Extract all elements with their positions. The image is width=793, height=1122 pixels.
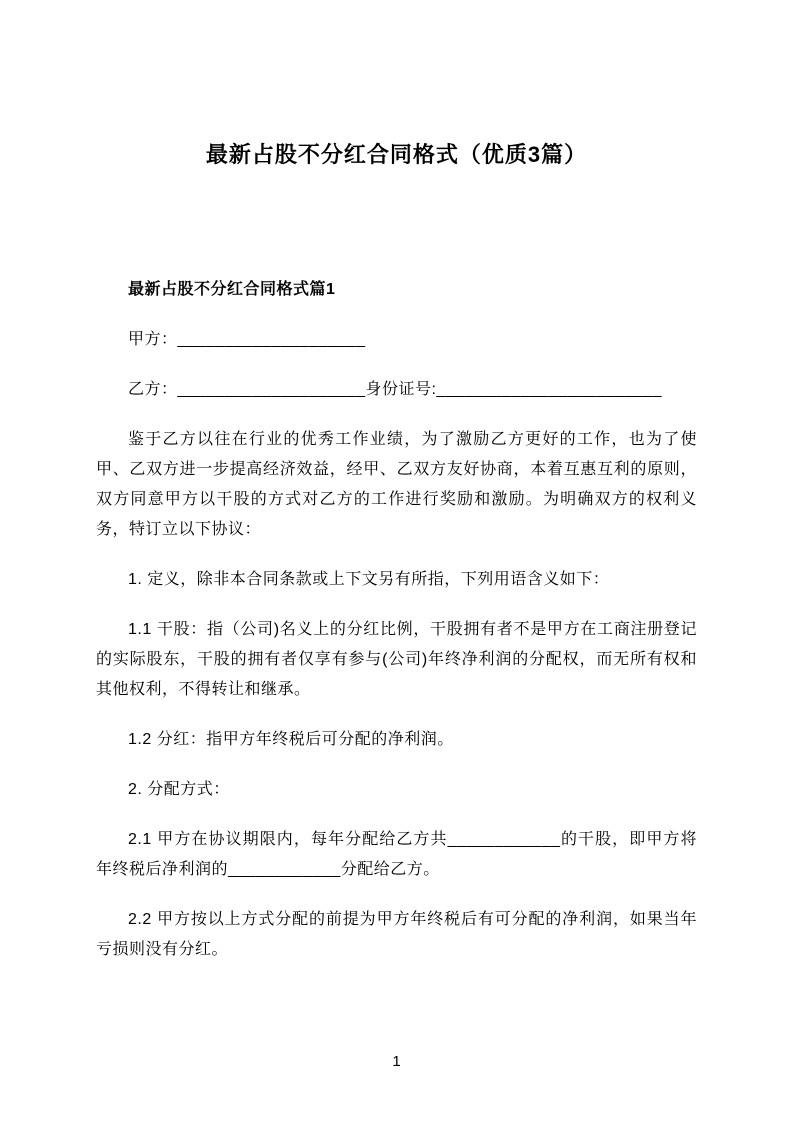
section-heading: 最新占股不分红合同格式篇1 — [128, 280, 336, 298]
paragraph: 1.2 分红：指甲方年终税后可分配的净利润。 — [128, 730, 454, 748]
paragraph: 甲方：____________________ — [128, 330, 366, 348]
paragraph: 2.1 甲方在协议期限内，每年分配给乙方共____________的干股，即甲方将年终税后净利润的____________分配给乙方。 — [96, 830, 697, 878]
document-body — [96, 275, 697, 965]
paragraph: 2. 分配方式： — [128, 780, 230, 798]
paragraph: 1. 定义，除非本合同条款或上下文另有所指，下列用语含义如下： — [128, 570, 610, 588]
paragraph: 鉴于乙方以往在行业的优秀工作业绩，为了激励乙方更好的工作，也为了使甲、乙双方进一步提高经济效益，经甲、乙双方友好协商，本着互惠互利的原则，双方同意甲方以干股的方式对乙方的工作进行奖励和激励。为明确双方的权利义务，特订立以下协议： — [96, 430, 697, 538]
paragraph: 1.1 干股：指（公司)名义上的分红比例，干股拥有者不是甲方在工商注册登记的实际股东，干股的拥有者仅享有参与(公司)年终净利润的分配权，而无所有权和其他权利，不得转让和继承。 — [96, 620, 697, 698]
paragraph: 2.2 甲方按以上方式分配的前提为甲方年终税后有可分配的净利润，如果当年亏损则没有分红。 — [96, 910, 697, 958]
paragraph: 乙方：____________________身份证号:________________________ — [128, 380, 662, 398]
document-title: 最新占股不分红合同格式（优质3篇） — [205, 142, 588, 167]
page-number: 1 — [392, 1053, 401, 1070]
